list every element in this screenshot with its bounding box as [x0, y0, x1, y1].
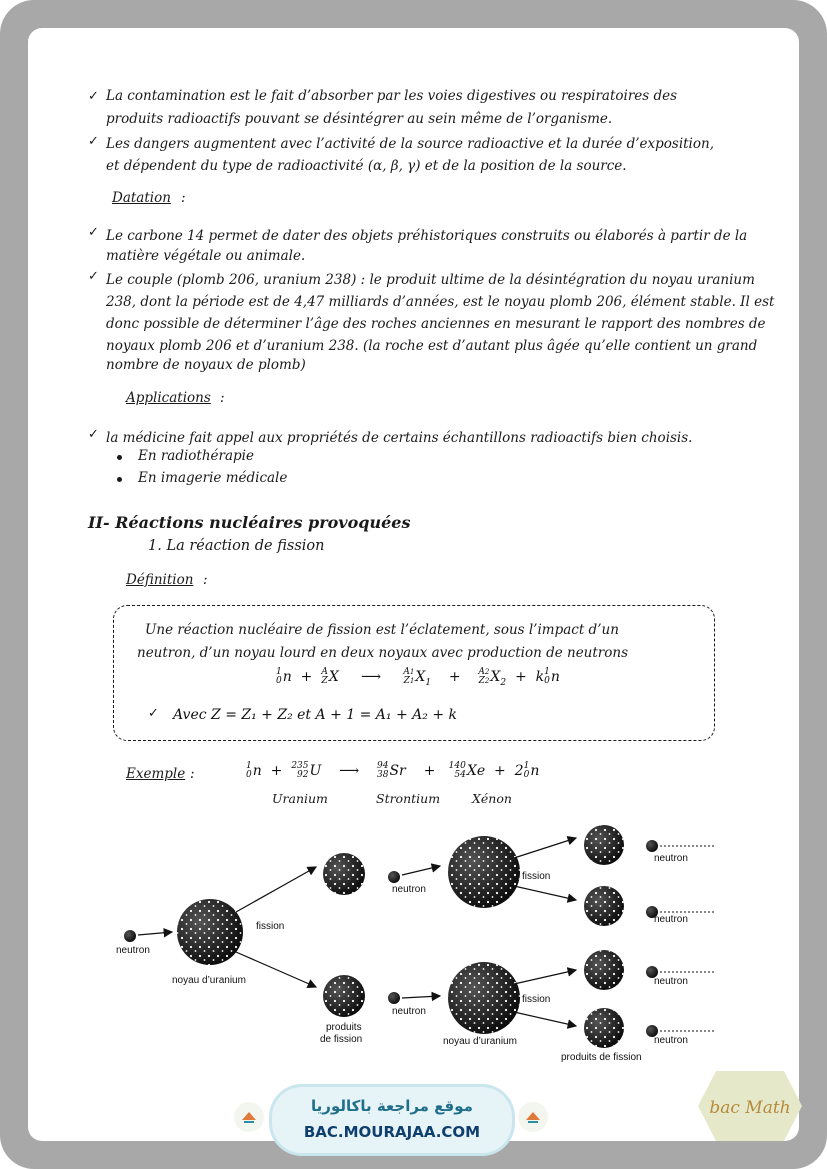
strontium-symbol: Sr	[389, 763, 406, 779]
index: 2	[484, 677, 490, 685]
mass-number: 1	[544, 667, 550, 677]
neutron-particle	[646, 840, 716, 852]
bullet-line: Le carbone 14 permet de dater des objets préhistoriques construits ou élaborés à partir de la	[106, 228, 748, 244]
caption-fission: fission	[522, 871, 551, 882]
caption-neutron: neutron	[654, 853, 688, 864]
charge-number: Z	[478, 676, 485, 686]
mass-number: A	[478, 667, 485, 677]
definition-heading: Définition	[126, 572, 194, 588]
mass-number: 1	[276, 667, 282, 677]
mass-number: 1	[246, 761, 252, 771]
check-icon: ✓	[88, 134, 99, 149]
charge-number: 92	[297, 770, 309, 780]
uranium-nucleus	[448, 836, 520, 908]
caption-neutron: neutron	[654, 1035, 688, 1046]
label-xenon: Xénon	[472, 791, 512, 806]
applications-heading: Applications	[126, 390, 211, 406]
plus-sign: +	[494, 763, 506, 779]
site-logo-icon	[518, 1102, 548, 1132]
caption-neutron: neutron	[392, 1006, 426, 1017]
arrow-line	[138, 932, 172, 935]
fission-product	[584, 1008, 624, 1048]
neutron-symbol: n	[530, 763, 540, 779]
arrow-line	[236, 952, 316, 987]
heading-colon: :	[203, 572, 208, 588]
plus-sign: +	[423, 763, 436, 779]
bullet-line: nombre de noyaux de plomb)	[106, 357, 306, 373]
caption-produits-de-fission: produits de fission	[561, 1052, 642, 1063]
site-name-arabic: موقع مراجعة باكالوريا	[311, 1097, 473, 1115]
index: 2	[484, 668, 490, 676]
charge-number: 0	[276, 676, 282, 686]
check-icon: ✓	[88, 427, 99, 442]
plus-sign: +	[300, 669, 313, 685]
caption-neutron: neutron	[654, 976, 688, 987]
label-uranium: Uranium	[272, 791, 328, 806]
mass-number: 235	[291, 761, 309, 771]
fission-product	[323, 975, 365, 1017]
caption-noyau-uranium: noyau d’uranium	[172, 975, 246, 986]
list-item: En imagerie médicale	[138, 470, 288, 486]
plus-sign: +	[270, 763, 283, 779]
arrow-line	[402, 866, 440, 875]
arrow-line	[514, 1012, 576, 1026]
mass-number: 1	[523, 761, 530, 771]
check-icon: ✓	[88, 89, 99, 104]
list-item: En radiothérapie	[138, 448, 254, 464]
arrow-line	[514, 970, 576, 984]
neutron-particle	[388, 871, 400, 883]
neutron-particle	[124, 930, 136, 942]
subsection-title: 1. La réaction de fission	[148, 538, 325, 554]
example-heading: Exemple	[126, 766, 186, 782]
bullet-line: et dépendent du type de radioactivité (α, β, γ) et de la position de la source.	[106, 158, 627, 174]
bullet-line: la médicine fait appel aux propriétés de certains échantillons radioactifs bien choisis.	[106, 430, 693, 446]
check-icon: ✓	[148, 706, 159, 721]
logo-text: bac Math	[709, 1098, 791, 1118]
section-title: II- Réactions nucléaires provoquées	[88, 513, 411, 532]
arrow-line	[514, 886, 576, 900]
index: 1	[409, 677, 415, 685]
charge-number: Z	[321, 676, 328, 686]
caption-fission: fission	[522, 994, 551, 1005]
charge-number: 0	[523, 770, 530, 780]
check-icon: ✓	[88, 269, 99, 284]
uranium-symbol: U	[309, 763, 322, 779]
check-icon: ✓	[88, 225, 99, 240]
caption-neutron: neutron	[116, 945, 150, 956]
plus-sign: +	[448, 669, 461, 685]
fission-product	[323, 853, 365, 895]
caption-fission: fission	[256, 921, 285, 932]
fission-product	[584, 825, 624, 865]
plus-sign: +	[515, 669, 527, 685]
heading-colon: :	[190, 766, 195, 782]
bullet-line: donc possible de déterminer l’âge des roches anciennes en mesurant le rapport des nombres de	[106, 316, 766, 332]
uranium-nucleus	[448, 962, 520, 1034]
caption-produits: produits	[326, 1022, 362, 1033]
neutron-symbol: n	[282, 669, 292, 685]
site-url[interactable]: BAC.MOURAJAA.COM	[303, 1123, 481, 1141]
heading-colon: :	[181, 190, 186, 206]
neutron-particle	[388, 992, 400, 1004]
index: 2	[500, 678, 507, 688]
charge-number: 0	[544, 676, 550, 686]
fission-equation	[276, 668, 560, 686]
coefficient: 2	[514, 763, 524, 779]
caption-noyau-uranium: noyau d’uranium	[443, 1036, 517, 1047]
arrow-line	[514, 838, 576, 858]
label-strontium: Strontium	[376, 791, 441, 806]
mass-number: 140	[448, 761, 466, 771]
caption-de-fission: de fission	[320, 1034, 363, 1045]
bullet-line: matière végétale ou animale.	[106, 248, 306, 264]
bullet-dot-icon	[117, 455, 122, 460]
uranium-nucleus	[177, 899, 243, 965]
heading-colon: :	[220, 390, 225, 406]
index: 1	[409, 668, 415, 676]
mass-number: A	[321, 667, 328, 677]
charge-number: 38	[377, 770, 389, 780]
mass-number: A	[403, 667, 410, 677]
fission-product	[584, 950, 624, 990]
nucleus-symbol: X	[415, 669, 426, 685]
arrow-icon: ⟶	[339, 763, 360, 779]
bacmath-logo-icon	[696, 1067, 804, 1145]
charge-number: Z	[403, 676, 410, 686]
bullet-line: 238, dont la période est de 4,47 milliards d’années, est le noyau plomb 206, élément stable. Il est	[106, 294, 775, 310]
caption-neutron: neutron	[392, 884, 426, 895]
arrow-line	[236, 867, 316, 912]
datation-heading: Datation	[112, 190, 171, 206]
charge-number: 0	[246, 770, 252, 780]
nucleus-symbol: X	[328, 669, 339, 685]
arrow-icon: ⟶	[361, 669, 382, 685]
caption-neutron: neutron	[654, 914, 688, 925]
bullet-line: noyaux plomb 206 et d’uranium 238. (la roche est d’autant plus âgée qu’elle contient un grand	[106, 338, 758, 354]
site-logo-icon	[234, 1102, 264, 1132]
site-badge[interactable]	[272, 1087, 512, 1153]
neutron-symbol: n	[252, 763, 262, 779]
bullet-dot-icon	[117, 477, 122, 482]
coefficient: k	[535, 669, 545, 685]
nucleus-symbol: X	[490, 669, 501, 685]
bullet-line: La contamination est le fait d’absorber par les voies digestives ou respiratoires des	[106, 88, 678, 104]
example-equation	[246, 762, 539, 780]
conservation-law: Avec Z = Z₁ + Z₂ et A + 1 = A₁ + A₂ + k	[173, 707, 457, 723]
index: 1	[425, 678, 432, 688]
bullet-line: Le couple (plomb 206, uranium 238) : le produit ultime de la désintégration du noyau uranium	[106, 272, 755, 288]
bullet-line: Les dangers augmentent avec l’activité de la source radioactive et la durée d’exposition,	[106, 136, 714, 152]
definition-text: neutron, d’un noyau lourd en deux noyaux avec production de neutrons	[137, 645, 629, 661]
definition-text: Une réaction nucléaire de fission est l’éclatement, sous l’impact d’un	[145, 622, 619, 638]
fission-product	[584, 886, 624, 926]
arrow-line	[402, 996, 440, 998]
xenon-symbol: Xe	[466, 763, 486, 779]
neutron-symbol: n	[550, 669, 560, 685]
fission-chain-diagram	[0, 810, 827, 1070]
bullet-line: produits radioactifs pouvant se désintégrer au sein même de l’organisme.	[106, 111, 613, 127]
mass-number: 94	[377, 761, 389, 771]
charge-number: 54	[454, 770, 466, 780]
